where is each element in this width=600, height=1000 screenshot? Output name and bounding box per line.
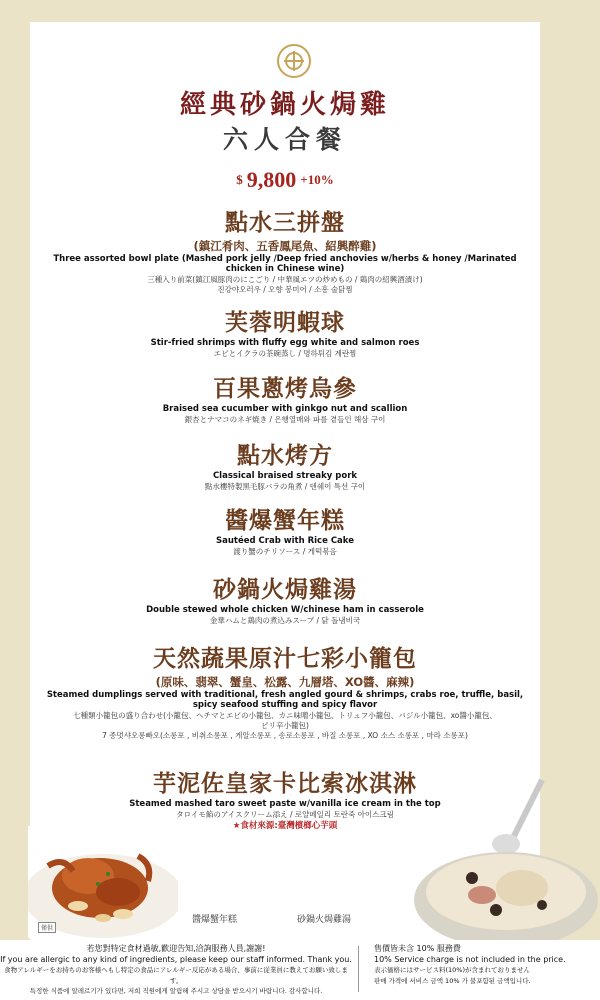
dish-name-jp: 點水樓特製黒毛豚バラの角煮 / 덴쉐이 특선 구이 [204,482,366,491]
service-zh: 售價皆未含 10% 服務費 [374,944,461,953]
dish-name-en: Three assorted bowl plate (Mashed pork jelly /Deep fried anchovies w/herbs & honey /Marinated chicken in Chinese wine) [53,254,517,274]
restaurant-logo [277,44,311,78]
allergy-notice [0,944,352,997]
dish-name-zh: 砂鍋火焗雞湯 [213,576,357,603]
dish-name-en: Stir-fried shrimps with fluffy egg white and salmon roes [150,338,420,348]
dish-name-en: Double stewed whole chicken W/chinese ham in casserole [146,605,424,615]
menu-price [30,167,540,193]
dish-name-en: Classical braised streaky pork [212,471,358,481]
dish-name-jp: 銀杏とナマコのネギ焼き / 은행열매와 파를 곁들인 해삼 구이 [184,415,386,424]
dish-name-en: Steamed dumplings served with traditional, fresh angled gourd & shrimps, crabs roe, truffle, basil, spicy seafood stuffing and spicy flavor [46,690,524,710]
dish-name-jp: エビとイクラの茶碗蒸し / 명하튀김 계란찜 [213,349,357,358]
dish-name-zh: 點水三拼盤 [225,209,345,236]
dish-name-jp: 三種入り前菜(鎮江風豚肉のにこごり / 中華風エツの炒めもの / 鶏肉の紹興酒漬け) [147,275,423,284]
dish-name-kr: 진강야오러우 / 오향 봉미어 / 소흥 술닭찜 [217,285,353,294]
chicken-soup-photo [412,760,600,940]
dish-name-zh: 醬爆蟹年糕 [225,507,345,534]
dish-components: (鎮江肴肉、五香鳳尾魚、紹興醉雞) [193,239,377,253]
dish-item [30,374,540,425]
dish-name-jp: タロイモ餡のアイスクリーム添え / 로얄페일리 토란죽 아이스크림 [176,810,394,819]
ingredient-source: ★食材來源:臺灣檳榔心芋頭 [232,821,338,831]
price-service: +10% [300,172,334,187]
dish-name-zh: 芋泥佐皇家卡比索冰淇淋 [153,770,417,797]
soup-photo-caption: 砂鍋火焗雞湯 [297,915,352,925]
service-charge-notice [374,944,594,986]
service-kr: 판매 가격에 서비스 금액 10% 가 불포함된 금액입니다. [374,976,531,985]
dish-name-zh: 點水烤方 [237,442,333,469]
dish-name-zh: 天然蔬果原汁七彩小籠包 [153,645,417,672]
dish-item [30,644,540,741]
allergy-jp: 食物アレルギーをお持ちのお客様へもし特定の食品にアレルギー反応がある場合、事前に従業員に教えてお願い致します。 [4,966,348,985]
dish-name-en: Sautéed Crab with Rice Cake [216,536,354,546]
crab-photo-caption: 醬爆蟹年糕 [192,915,238,925]
menu-title: 經典砂鍋火焗雞 [179,90,390,120]
allergy-zh: 若您對特定食材過敏,歡迎告知,洽詢服務人員,謝謝! [86,944,266,953]
allergy-en: If you are allergic to any kind of ingredients, please keep our staff informed. Thank you. [0,954,352,964]
dish-name-zh: 百果蔥烤烏參 [213,375,357,402]
dish-item [30,575,540,626]
service-en: 10% Service charge is not included in the price. [374,954,566,964]
dish-name-en: Braised sea cucumber with ginkgo nut and scallion [162,404,408,414]
reference-tag: 僅供 [38,922,56,933]
footer-divider [358,946,359,992]
dish-name-jp: 七種類小籠包の盛り合わせ(小籠包、ヘチマとエビの小籠包、カニ味噌小籠包、トリュフ小籠包、バジル小籠包、xo醬小籠包、ピリ辛小籠包) [73,711,497,730]
dish-item [30,506,540,557]
dish-name-en: Steamed mashed taro sweet paste w/vanilla ice cream in the top [129,799,441,809]
menu-subtitle: 六人合餐 [222,125,347,154]
dish-item [30,308,540,359]
dish-name-kr: 7 종멋샤오롱빠오(소롱포 , 비취소롱포 , 게알소롱포 , 송로소롱포 , 바질 소롱포 , XO 소스 소롱포 , 마라 소롱포) [102,731,468,740]
price-currency: $ [236,172,243,187]
allergy-kr: 특정한 식품에 알레르기가 있다면, 저희 직원에게 알림해 주시고 상담을 받으시기 바랍니다. 감사합니다. [29,987,323,995]
price-amount: 9,800 [246,167,297,192]
footer [0,940,600,1000]
dish-item [30,441,540,492]
dish-name-jp: 渡り蟹のチリソース / 게떡볶음 [233,547,337,556]
dish-components: (原味、翡翠、蟹皇、松露、九層塔、XO醬、麻辣) [155,675,415,689]
service-jp: 表示価格にはサービス料(10%)が含まれておりません [374,966,531,974]
dish-name-zh: 芙蓉明蝦球 [225,309,345,336]
dish-name-jp: 金華ハムと鶏肉の煮込みスープ / 닭 돌냄비국 [209,616,361,625]
dish-item [30,208,540,295]
